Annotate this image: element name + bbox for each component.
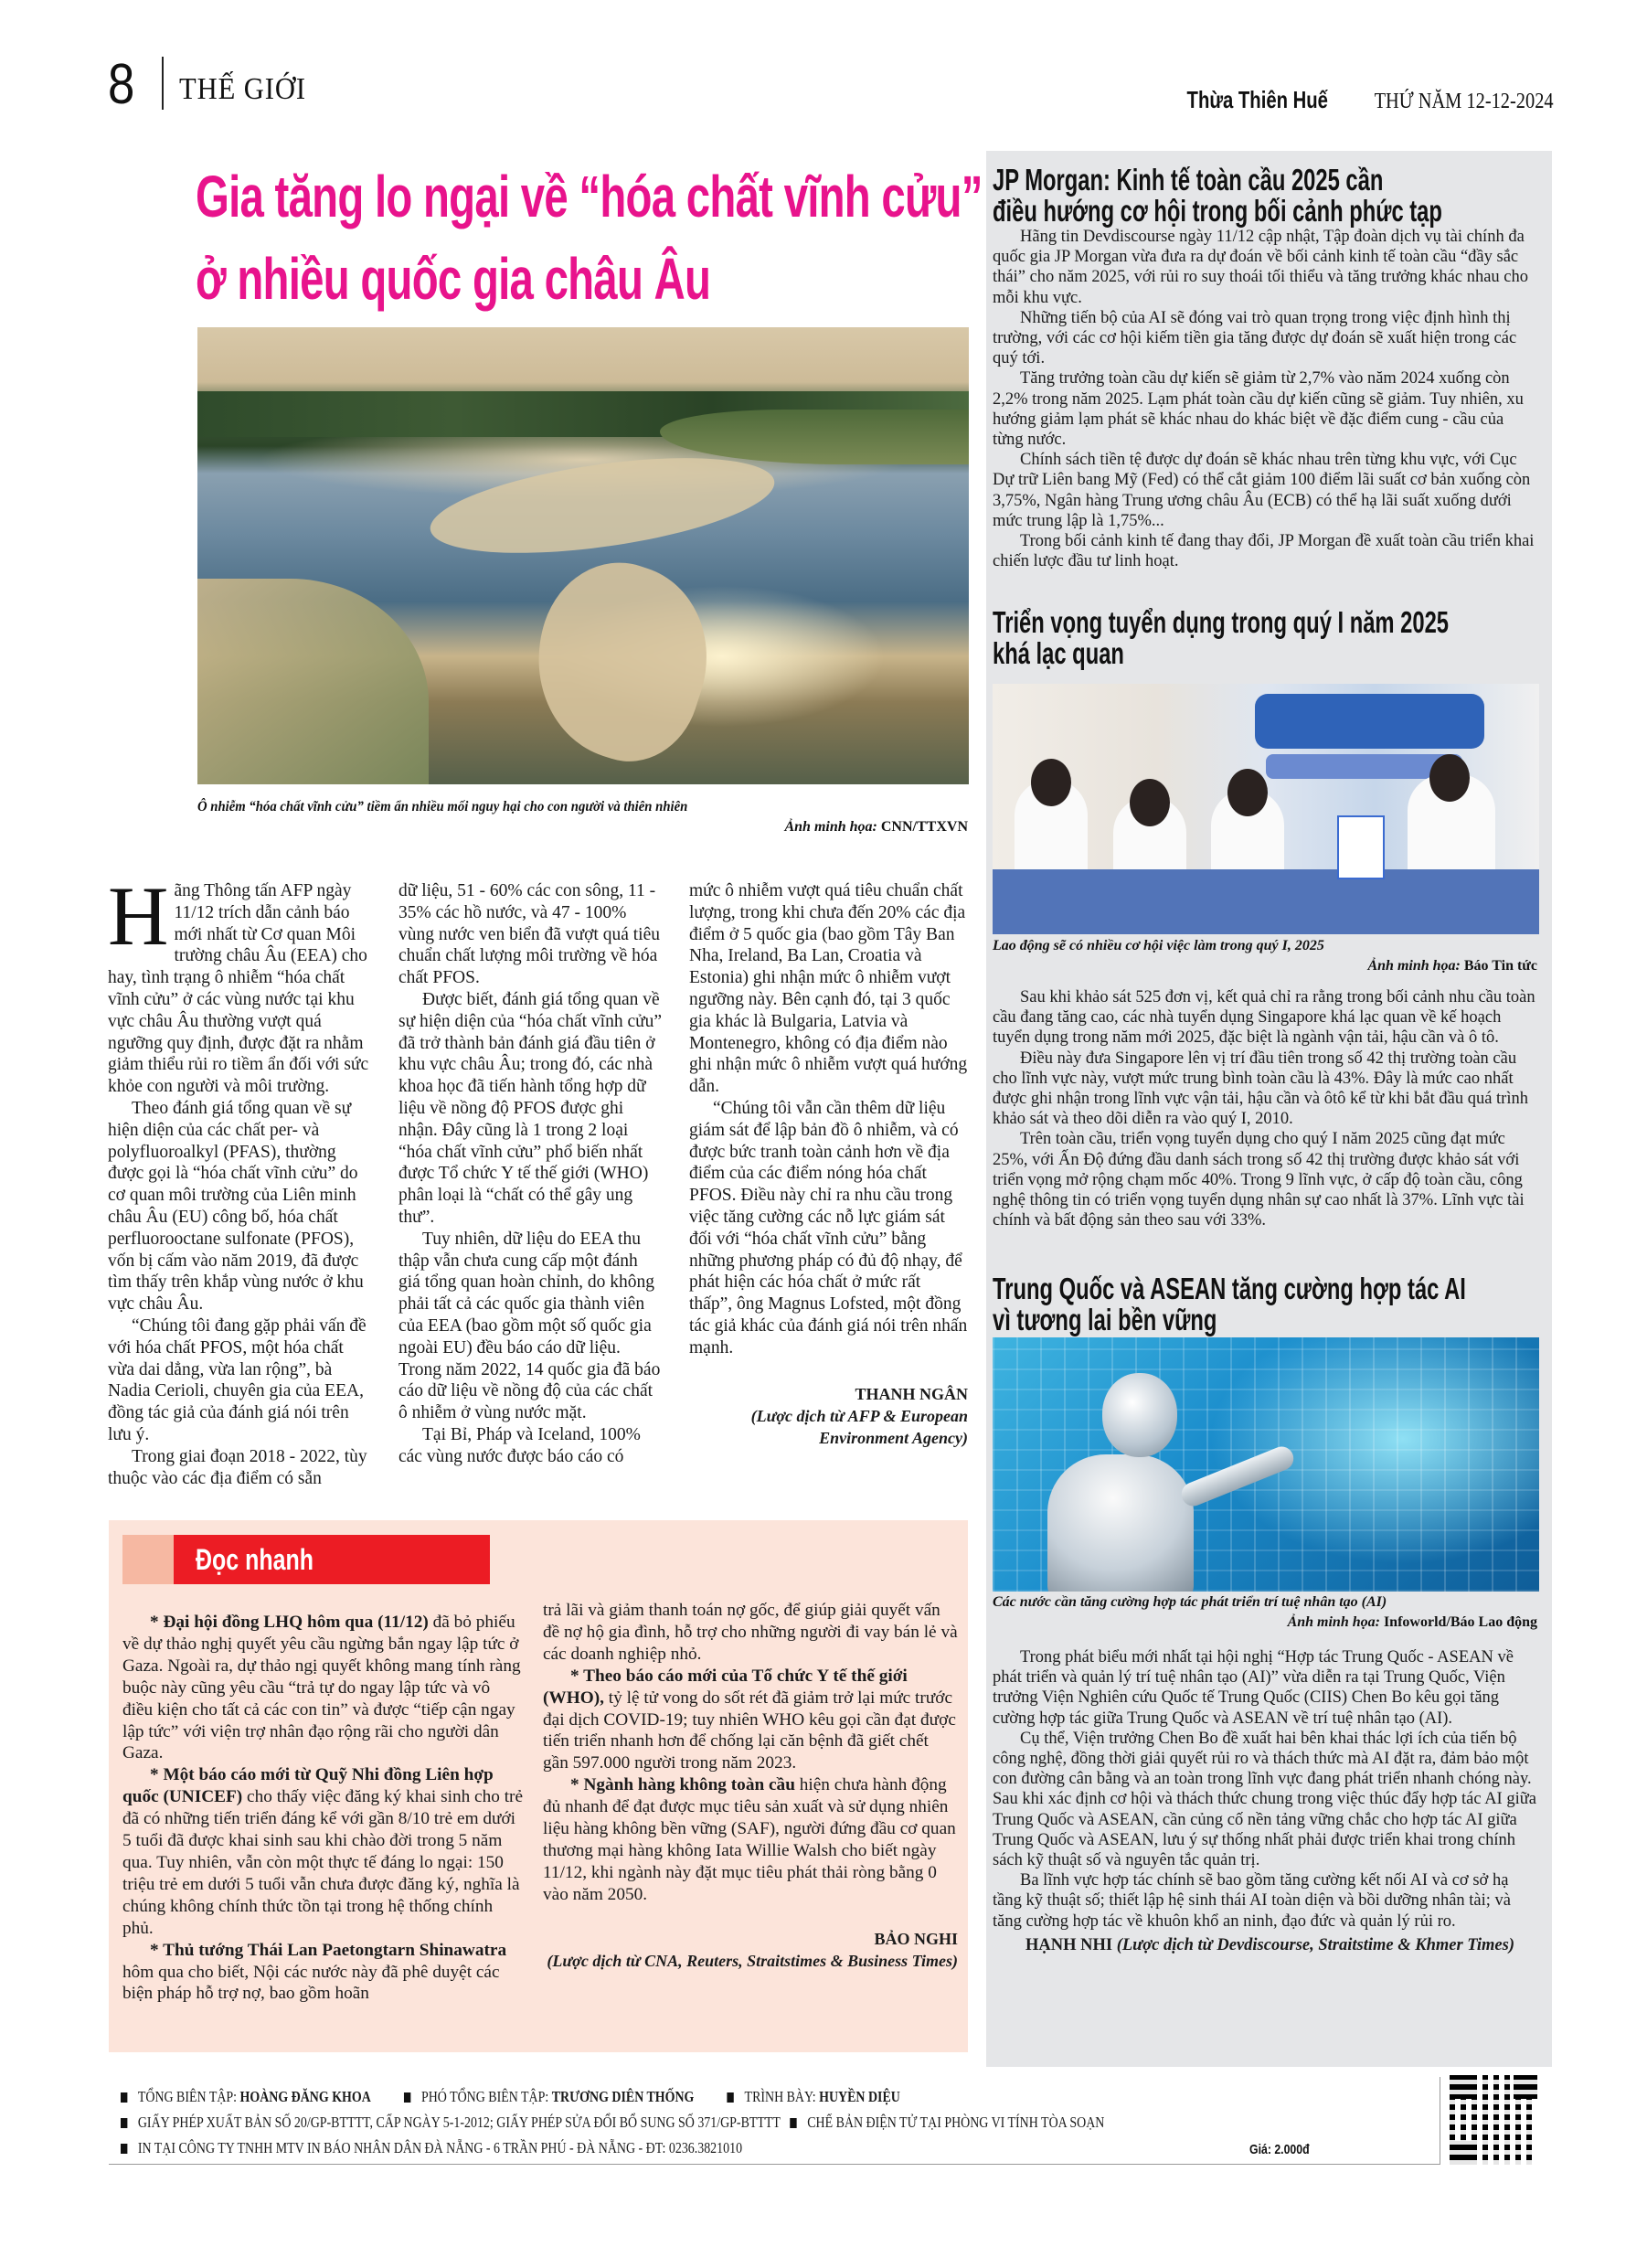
page-number: 8 bbox=[108, 53, 135, 116]
imprint-line-license: GIẤY PHÉP XUẤT BẢN SỐ 20/GP-BTTTT, CẤP NGÀY 5-1-2012; GIẤY PHÉP SỬA ĐỔI BỔ SUNG SỐ 371/GP-BTTTT CHẾ BẢN ĐIỆN TỬ TẠI PHÒNG VI TÍNH TÒA SOẠN bbox=[121, 2114, 1104, 2132]
article-source: (Lược dịch từ AFP & European Environment Agency) bbox=[750, 1406, 968, 1447]
quick-read-item: * Ngành hàng không toàn cầu hiện chưa hành động đủ nhanh để đạt được mục tiêu sản xuất và sử dụng nhiên liệu hàng không bền vững (SAF), người đứng đầu cơ quan thương mại hàng không Iata Willie Walsh cho biết ngày 11/12, khi ngành này đặt mục tiêu phát thải ròng bằng 0 vào năm 2050. bbox=[543, 1775, 956, 1904]
sidebar-headline-jpmorgan: JP Morgan: Kinh tế toàn cầu 2025 cần điều hướng cơ hội trong bối cảnh phức tạp bbox=[993, 163, 1442, 228]
quick-read-column-1 bbox=[122, 1612, 525, 2005]
section-name: THẾ GIỚI bbox=[179, 72, 306, 106]
bullet-square-icon bbox=[728, 2092, 734, 2103]
issue-date: THỨ NĂM 12-12-2024 bbox=[1374, 90, 1554, 113]
quick-read-item: * Theo báo cáo mới của Tổ chức Y tế thế giới (WHO), tỷ lệ tử vong do sốt rét đã giảm trở lại mức trước đại dịch COVID-19; tuy nhiên WHO kêu gọi cần đạt được tiến triển nhanh hơn để chống lại căn bệnh đã giết chết gần 597.000 người trong năm 2023. bbox=[543, 1666, 956, 1773]
qr-code-icon[interactable] bbox=[1450, 2075, 1537, 2165]
photo-caption: Ô nhiễm “hóa chất vĩnh cửu” tiềm ẩn nhiều mối nguy hại cho con người và thiên nhiên bbox=[197, 799, 688, 815]
paragraph: Sau khi khảo sát 525 đơn vị, kết quả chỉ ra rằng trong bối cảnh nhu cầu toàn cầu đang tăng cao, các nhà tuyển dụng Singapore khá lạc quan về kế hoạch tuyển dụng trong năm mới 2025, đặc biệt là ngành vận tải, hậu cần và ô tô. bbox=[993, 988, 1535, 1048]
quick-read-item: * Thủ tướng Thái Lan Paetongtarn Shinawatra hôm qua cho biết, Nội các nước này đã phê duyệt các biện pháp hỗ trợ nợ, bao gồm hoãn bbox=[122, 1940, 507, 2004]
article-source: (Lược dịch từ CNA, Reuters, Straitstimes & Business Times) bbox=[547, 1951, 958, 1970]
sidebar-photo-caption-ai: Các nước cần tăng cường hợp tác phát triển trí tuệ nhân tạo (AI) Ảnh minh họa: Infoworld/Báo Lao động bbox=[993, 1594, 1537, 1630]
quick-read-item: * Một báo cáo mới từ Quỹ Nhi đồng Liên hợp quốc (UNICEF) cho thấy việc đăng ký khai sinh cho trẻ đã có những tiến triển đáng kể với gần 8/10 trẻ em dưới 5 tuổi đã được khai sinh sau khi chào đời trong 5 năm qua. Tuy nhiên, vẫn còn một thực tế đáng lo ngại: 150 triệu trẻ em dưới 5 tuổi vẫn chưa được đăng ký, nghĩa là chúng không chính thức tồn tại trong hệ thống chính phủ. bbox=[122, 1765, 524, 1938]
ai-robot-photo bbox=[993, 1337, 1539, 1592]
paragraph: Hãng Thông tấn AFP ngày 11/12 trích dẫn cảnh báo mới nhất từ Cơ quan Môi trường châu Âu (EEA) cho hay, tình trạng ô nhiễm “hóa chất vĩnh cửu” ở các vùng nước tại khu vực châu Âu thường vượt quá ngưỡng quy định, được đặt ra nhằm giảm thiểu rủi ro tiềm ẩn đối với sức khỏe con người và môi trường. bbox=[108, 869, 369, 1097]
paragraph: Điều này đưa Singapore lên vị trí đầu tiên trong số 42 thị trường toàn cầu cho lĩnh vực này, vượt mức trung bình toàn cầu là 43%. Đây là mức cao nhất được ghi nhận trong lĩnh vực vận tải, hậu cần và ôtô kể từ khi bắt đầu quá trình khảo sát và theo dõi diễn ra vào quý I, 2010. bbox=[993, 1049, 1528, 1129]
bullet-square-icon bbox=[790, 2118, 796, 2128]
paragraph: “Chúng tôi vẫn cần thêm dữ liệu giám sát để lập bản đồ ô nhiễm, và có được bức tranh toàn cảnh hơn về địa điểm của các điểm nóng hóa chất PFOS. Điều này chỉ ra nhu cầu trong việc tăng cường các nỗ lực giám sát đối với “hóa chất vĩnh cửu” bằng những phương pháp có đủ độ nhạy, để phát hiện các hóa chất ở mức rất thấp”, ông Magnus Lofsted, một đồng tác giả khác của đánh giá nói trên nhấn mạnh. bbox=[689, 1098, 968, 1358]
bullet-square-icon bbox=[121, 2092, 127, 2103]
quick-read-title: Đọc nhanh bbox=[196, 1543, 313, 1576]
photo-credit: Ảnh minh họa: CNN/TTXVN bbox=[784, 819, 968, 835]
paragraph: Những tiến bộ của AI sẽ đóng vai trò quan trọng trong việc định hình thị trường, với các cơ hội kiếm tiền gia tăng được dự đoán sẽ xuất hiện trong các quý tới. bbox=[993, 308, 1517, 368]
masthead bbox=[1147, 86, 1554, 114]
article-column-3 bbox=[689, 880, 968, 1449]
quick-read-item: * Đại hội đồng LHQ hôm qua (11/12) đã bỏ phiếu về dự thảo nghị quyết yêu cầu ngừng bắn ngay lập tức ở Gaza. Ngoài ra, dự thảo ngị quyết không mang tính ràng buộc này cũng yêu cầu “trả tự do ngay lập tức và vô điều kiện cho tất cả các con tin” và được “tiếp cận ngay lập tức” với viện trợ nhân đạo rộng rãi cho người dân Gaza. bbox=[122, 1613, 521, 1763]
quick-read-tab-accent bbox=[122, 1535, 174, 1584]
paragraph: Chính sách tiền tệ được dự đoán sẽ khác nhau trên từng khu vực, với Cục Dự trữ Liên bang Mỹ (Fed) có thể cắt giảm 100 điểm lãi suất cơ bản xuống còn 3,75%, Ngân hàng Trung ương châu Âu (ECB) có thể hạ lãi suất xuống dưới mức trung lập là 1,75%... bbox=[993, 451, 1531, 530]
article-byline bbox=[689, 1383, 968, 1449]
quick-read-byline bbox=[543, 1928, 958, 1972]
sidebar-article-jobs bbox=[993, 987, 1537, 1230]
paragraph: Trong bối cảnh kinh tế đang thay đổi, JP Morgan đề xuất toàn cầu triển khai chiến lược đầu tư linh hoạt. bbox=[993, 532, 1535, 571]
paragraph: Cụ thể, Viện trưởng Chen Bo đề xuất hai bên khai thác lợi ích của tiến bộ công nghệ, đồng thời giải quyết rủi ro và thách thức mà AI đặt ra, đảm bảo một con đường cân bằng và an toàn trong lĩnh vực đang phát triển nhanh chóng này. Sau khi xác định cơ hội và thách thức chung trong việc thúc đẩy hợp tác AI giữa Trung Quốc và ASEAN, cần củng cố nền tảng vững chắc cho hợp tác AI giữa Trung Quốc và ASEAN, lưu ý sự thống nhất phải được triển khai trong chính sách kỹ thuật số và nguyên tắc quản trị. bbox=[993, 1729, 1536, 1870]
drop-cap: H bbox=[108, 869, 169, 963]
newspaper-name: Thừa Thiên Huế bbox=[1186, 86, 1329, 113]
paragraph: dữ liệu, 51 - 60% các con sông, 11 - 35% các hồ nước, và 47 - 100% vùng nước ven biển đã vượt quá tiêu chuẩn chất lượng môi trường về hóa chất PFOS. bbox=[398, 881, 660, 988]
quick-read-column-2 bbox=[543, 1600, 958, 1972]
paragraph: Hãng tin Devdiscourse ngày 11/12 cập nhật, Tập đoàn dịch vụ tài chính đa quốc gia JP Morgan vừa đưa ra dự đoán về bối cảnh kinh tế toàn cầu “đầy sắc thái” cho năm 2025, với rủi ro suy thoái tối thiểu và tăng trưởng khác nhau cho mỗi khu vực. bbox=[993, 228, 1529, 307]
sidebar-headline-ai: Trung Quốc và ASEAN tăng cường hợp tác AI vì tương lai bền vững bbox=[993, 1272, 1466, 1336]
paragraph: Trong phát biểu mới nhất tại hội nghị “Hợp tác Trung Quốc - ASEAN về phát triển và quản lý trí tuệ nhân tạo (AI)” vừa diễn ra tại Trung Quốc, Viện trưởng Viện Nghiên cứu Quốc tế Trung Quốc (CIIS) Chen Bo kêu gọi tăng cường hợp tác giữa Trung Quốc và ASEAN về trí tuệ nhân tạo (AI). bbox=[993, 1648, 1514, 1728]
article-column-2 bbox=[398, 880, 664, 1468]
job-fair-photo bbox=[993, 684, 1539, 934]
paragraph: Trong giai đoạn 2018 - 2022, tùy thuộc vào các địa điểm có sẵn bbox=[108, 1446, 367, 1488]
headline-line: Gia tăng lo ngại về “hóa chất vĩnh cửu” bbox=[196, 164, 983, 229]
paragraph: Theo đánh giá tổng quan về sự hiện diện của các chất per- và polyfluoroalkyl (PFAS), thường được gọi là “hóa chất vĩnh cửu” do cơ quan môi trường của Liên minh châu Âu (EU) công bố, hóa chất perfluorooctane sulfonate (PFOS), vốn bị cấm vào năm 2019, đã được tìm thấy trên khắp vùng nước ở khu vực châu Âu. bbox=[108, 1098, 364, 1315]
main-headline bbox=[196, 155, 991, 320]
paragraph: Được biết, đánh giá tổng quan về sự hiện diện của “hóa chất vĩnh cửu” đã trở thành bản đánh giá đầu tiên ở khu vực châu Âu; trong đó, các nhà khoa học đã tiến hành tổng hợp dữ liệu về nồng độ PFOS được ghi nhận. Đây cũng là 1 trong 2 loại “hóa chất vĩnh cửu” phổ biến nhất được Tổ chức Y tế thế giới (WHO) phân loại là “chất có thể gây ung thư”. bbox=[398, 989, 663, 1227]
paragraph: mức ô nhiễm vượt quá tiêu chuẩn chất lượng, trong khi chưa đến 20% các địa điểm ở 5 quốc gia (bao gồm Tây Ban Nha, Ireland, Ba Lan, Croatia và Estonia) ghi nhận mức ô nhiễm vượt ngưỡng này. Bên cạnh đó, tại 3 quốc gia khác là Bulgaria, Latvia và Montenegro, không có địa điểm nào ghi nhận mức ô nhiễm vượt quá hướng dẫn. bbox=[689, 881, 968, 1097]
paragraph: Trên toàn cầu, triển vọng tuyển dụng cho quý I năm 2025 cũng đạt mức 25%, với Ấn Độ đứng đầu danh sách trong số 42 thị trường được khảo sát với triển vọng mở rộng chạm mốc 40%. Trong 9 lĩnh vực, ở cấp độ toàn cầu, công nghệ thông tin có triển vọng tuyển dụng nhân sự cao nhất là 37%. Lĩnh vực tài chính và bất động sản theo sau với 33%. bbox=[993, 1130, 1525, 1230]
headline-line: ở nhiều quốc gia châu Âu bbox=[196, 246, 711, 312]
paragraph: “Chúng tôi đang gặp phải vấn đề với hóa chất PFOS, một hóa chất vừa dai dẳng, vừa lan rộng”, bà Nadia Cerioli, chuyên gia của EEA, đồng tác giả của đánh giá nói trên lưu ý. bbox=[108, 1315, 367, 1444]
paragraph: Ba lĩnh vực hợp tác chính sẽ bao gồm tăng cường kết nối AI và cơ sở hạ tầng kỹ thuật số; thiết lập hệ sinh thái AI toàn diện và bồi dưỡng nhân tài; và tăng cường hợp tác về khuôn khổ an ninh, đạo đức và quản lý rủi ro. bbox=[993, 1871, 1511, 1931]
sidebar-photo-caption-jobs: Lao động sẽ có nhiều cơ hội việc làm trong quý I, 2025 Ảnh minh họa: Báo Tin tức bbox=[993, 938, 1537, 974]
paragraph: Tăng trưởng toàn cầu dự kiến sẽ giảm từ 2,7% vào năm 2024 xuống còn 2,2% trong năm 2025. Lạm phát toàn cầu dự kiến cũng sẽ giảm. Tuy nhiên, xu hướng giảm lạm phát sẽ khác nhau do khác biệt về đặc điểm cung - cầu của từng nước. bbox=[993, 369, 1524, 450]
bullet-square-icon bbox=[404, 2092, 410, 2103]
sidebar-article-ai bbox=[993, 1647, 1537, 1955]
sidebar-headline-jobs: Triển vọng tuyển dụng trong quý I năm 2025 khá lạc quan bbox=[993, 605, 1450, 670]
article-column-1 bbox=[108, 869, 373, 1489]
imprint-line-printer: IN TẠI CÔNG TY TNHH MTV IN BÁO NHÂN DÂN ĐÀ NẴNG - 6 TRẦN PHÚ - ĐÀ NẴNG - ĐT: 0236.3821010 bbox=[121, 2139, 742, 2157]
price-label: Giá: 2.000đ bbox=[1249, 2142, 1310, 2157]
paragraph: Tại Bỉ, Pháp và Iceland, 100% các vùng nước được báo cáo có bbox=[398, 1424, 641, 1466]
author-name: BẢO NGHI bbox=[874, 1929, 958, 1948]
river-photo bbox=[197, 327, 969, 784]
header-divider bbox=[162, 57, 164, 110]
quick-read-item: trả lãi và giảm thanh toán nợ gốc, để giúp giải quyết vấn đề nợ hộ gia đình, hỗ trợ cho những người đi vay bán lẻ và các doanh nghiệp nhỏ. bbox=[543, 1601, 958, 1664]
paragraph: Tuy nhiên, dữ liệu do EEA thu thập vẫn chưa cung cấp một đánh giá tổng quan hoàn chỉnh, do không phải tất cả các quốc gia thành viên của EEA (bao gồm một số quốc gia ngoài EU) đều báo cáo dữ liệu. Trong năm 2022, 14 quốc gia đã báo cáo dữ liệu về nồng độ của các chất ô nhiễm ở vùng nước mặt. bbox=[398, 1229, 661, 1423]
sidebar-article-jpmorgan bbox=[993, 227, 1537, 571]
author-name: THANH NGÂN bbox=[855, 1384, 968, 1403]
article-byline: HẠNH NHI (Lược dịch từ Devdiscourse, Straitstime & Khmer Times) bbox=[1025, 1935, 1515, 1954]
bullet-square-icon bbox=[121, 2144, 127, 2154]
bullet-square-icon bbox=[121, 2118, 127, 2128]
imprint-line-staff: TỔNG BIÊN TẬP: HOÀNG ĐĂNG KHOA PHÓ TỔNG BIÊN TẬP: TRƯƠNG DIÊN THỐNG TRÌNH BÀY: HUYỀN DIỆU bbox=[121, 2088, 900, 2106]
